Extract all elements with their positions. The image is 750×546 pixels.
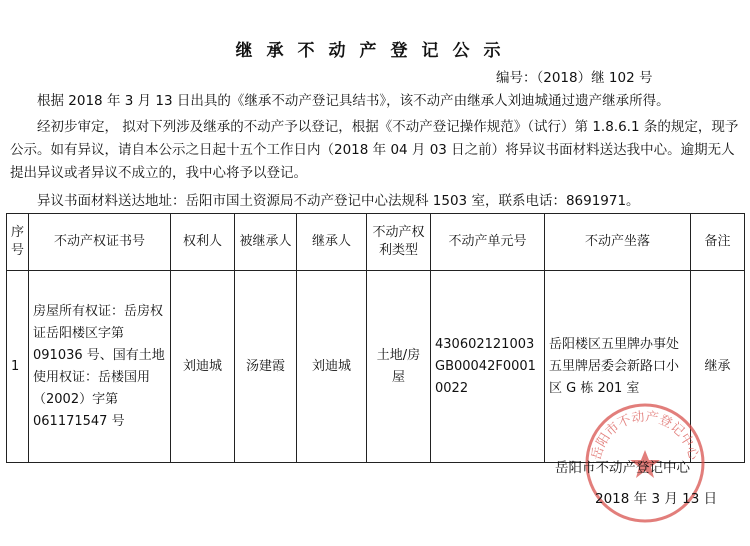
header-owner: 权利人: [171, 214, 235, 271]
cell-owner: 刘迪城: [171, 271, 235, 463]
header-seq: 序号: [7, 214, 29, 271]
header-remark: 备注: [691, 214, 745, 271]
document-number: 编号：（2018）继 102 号: [496, 70, 653, 86]
header-right-type: 不动产权利类型: [367, 214, 431, 271]
document-title: 继承不动产登记公示: [235, 41, 515, 61]
header-cert-no: 不动产权证书号: [29, 214, 171, 271]
header-location: 不动产坐落: [545, 214, 691, 271]
header-heir: 继承人: [297, 214, 367, 271]
cell-remark: 继承: [691, 271, 745, 463]
signature-date: 2018 年 3 月 13 日: [595, 491, 718, 507]
table-header-row: [7, 214, 745, 271]
cell-cert-no: 房屋所有权证：岳房权证岳阳楼区字第 091036 号、国有土地使用权证：岳楼国用（2002）字第 061171547 号: [29, 271, 171, 463]
header-decedent: 被继承人: [235, 214, 297, 271]
cell-decedent: 汤建霞: [235, 271, 297, 463]
cell-heir: 刘迪城: [297, 271, 367, 463]
cell-location: 岳阳楼区五里牌办事处五里牌居委会新路口小区 G 栋 201 室: [545, 271, 691, 463]
cell-seq: 1: [7, 271, 29, 463]
paragraph-basis: 根据 2018 年 3 月 13 日出具的《继承不动产登记具结书》，该不动产由继承人刘迪城通过遗产继承所得。: [37, 93, 670, 109]
cell-right-type: 土地/房屋: [367, 271, 431, 463]
paragraph-notice: 经初步审定， 拟对下列涉及继承的不动产予以登记，根据《不动产登记操作规范》（试行）第 1.8.6.1 条的规定，现予公示。如有异议，请自本公示之日起十五个工作日内（2018 年 04 月 03 日之前）将异议书面材料送达我中心。逾期无人提出异议或者异议不成立的，我中心将予以登记。: [10, 119, 739, 181]
header-unit-no: 不动产单元号: [431, 214, 545, 271]
cell-unit-no: 430602121003GB00042F00010022: [431, 271, 545, 463]
paragraph-objection-address: 异议书面材料送达地址：岳阳市国土资源局不动产登记中心法规科 1503 室，联系电话：8691971。: [37, 193, 640, 209]
seal-text: 岳阳市不动产登记中心: [589, 409, 701, 462]
signature-office: 岳阳市不动产登记中心: [555, 460, 690, 476]
